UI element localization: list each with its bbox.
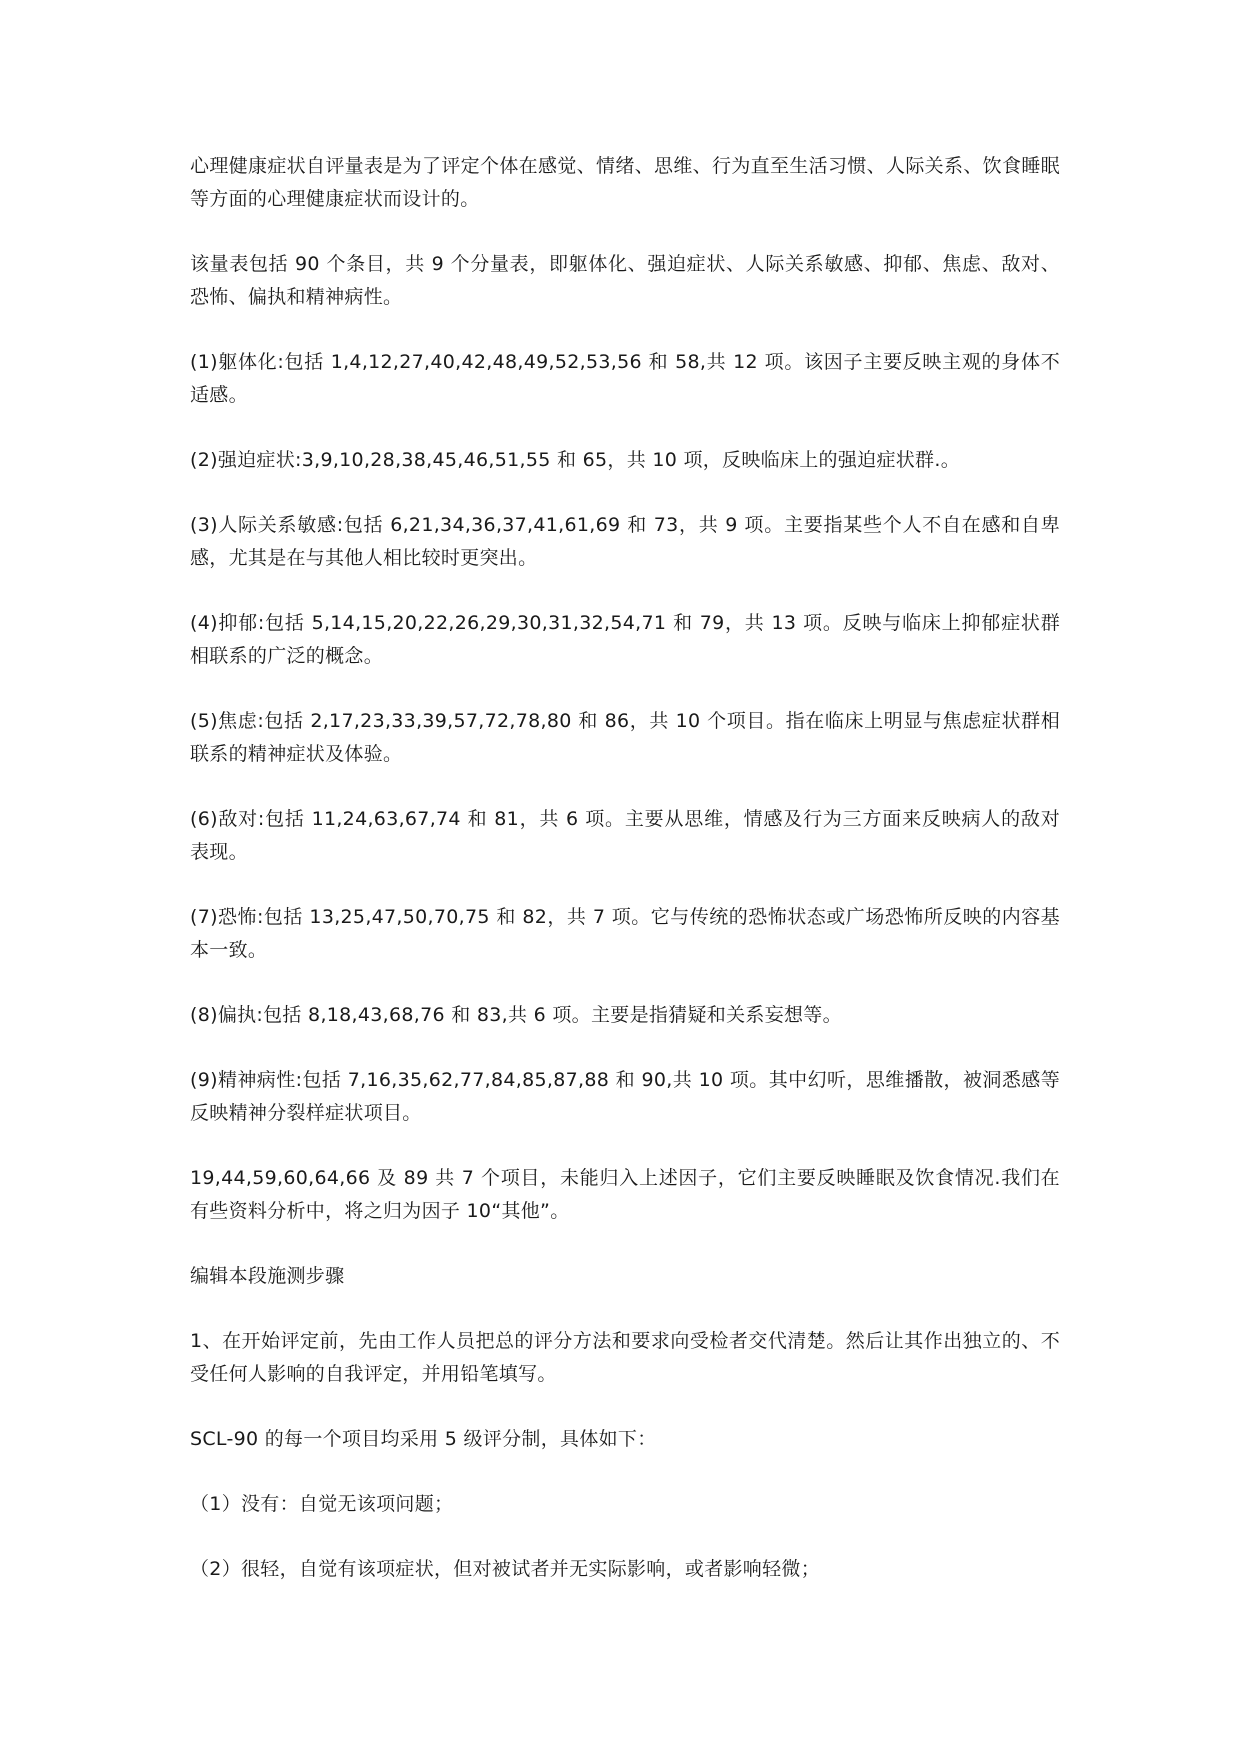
rating-scale-intro: SCL-90 的每一个项目均采用 5 级评分制，具体如下： bbox=[190, 1428, 657, 1450]
factor-depression: (4)抑郁:包括 5,14,15,20,22,26,29,30,31,32,54,71 和 79，共 13 项。反映与临床上抑郁症状群相联系的广泛的概念。 bbox=[190, 612, 1060, 667]
factor-paranoid-ideation: (8)偏执:包括 8,18,43,68,76 和 83,共 6 项。主要是指猜疑和关系妄想等。 bbox=[190, 1004, 842, 1026]
factor-interpersonal-sensitivity: (3)人际关系敏感:包括 6,21,34,36,37,41,61,69 和 73，共 9 项。主要指某些个人不自在感和自卑感，尤其是在与其他人相比较时更突出。 bbox=[190, 514, 1060, 569]
factor-hostility: (6)敌对:包括 11,24,63,67,74 和 81，共 6 项。主要从思维，情感及行为三方面来反映病人的敌对表现。 bbox=[190, 808, 1060, 863]
scale-overview-paragraph: 该量表包括 90 个条目，共 9 个分量表，即躯体化、强迫症状、人际关系敏感、抑郁、焦虑、敌对、恐怖、偏执和精神病性。 bbox=[190, 253, 1060, 308]
intro-paragraph: 心理健康症状自评量表是为了评定个体在感觉、情绪、思维、行为直至生活习惯、人际关系、饮食睡眠等方面的心理健康症状而设计的。 bbox=[190, 155, 1060, 210]
factor-obsessive-compulsive: (2)强迫症状:3,9,10,28,38,45,46,51,55 和 65，共 10 项，反映临床上的强迫症状群.。 bbox=[190, 449, 960, 471]
document-page bbox=[190, 150, 1060, 1618]
factor-phobic-anxiety: (7)恐怖:包括 13,25,47,50,70,75 和 82，共 7 项。它与传统的恐怖状态或广场恐怖所反映的内容基本一致。 bbox=[190, 906, 1060, 961]
section-heading-procedure: 编辑本段施测步骤 bbox=[190, 1265, 345, 1287]
factor-somatization: (1)躯体化:包括 1,4,12,27,40,42,48,49,52,53,56 和 58,共 12 项。该因子主要反映主观的身体不适感。 bbox=[190, 351, 1060, 406]
factor-psychoticism: (9)精神病性:包括 7,16,35,62,77,84,85,87,88 和 90,共 10 项。其中幻听，思维播散，被洞悉感等反映精神分裂样症状项目。 bbox=[190, 1069, 1060, 1124]
rating-level-2: （2）很轻，自觉有该项症状，但对被试者并无实际影响，或者影响轻微； bbox=[190, 1558, 820, 1580]
procedure-step-1: 1、在开始评定前，先由工作人员把总的评分方法和要求向受检者交代清楚。然后让其作出独立的、不受任何人影响的自我评定，并用铅笔填写。 bbox=[190, 1330, 1060, 1385]
factor-other: 19,44,59,60,64,66 及 89 共 7 个项目，未能归入上述因子，它们主要反映睡眠及饮食情况.我们在有些资料分析中，将之归为因子 10“其他”。 bbox=[190, 1167, 1060, 1222]
rating-level-1: （1）没有：自觉无该项问题； bbox=[190, 1493, 454, 1515]
factor-anxiety: (5)焦虑:包括 2,17,23,33,39,57,72,78,80 和 86，共 10 个项目。指在临床上明显与焦虑症状群相联系的精神症状及体验。 bbox=[190, 710, 1060, 765]
